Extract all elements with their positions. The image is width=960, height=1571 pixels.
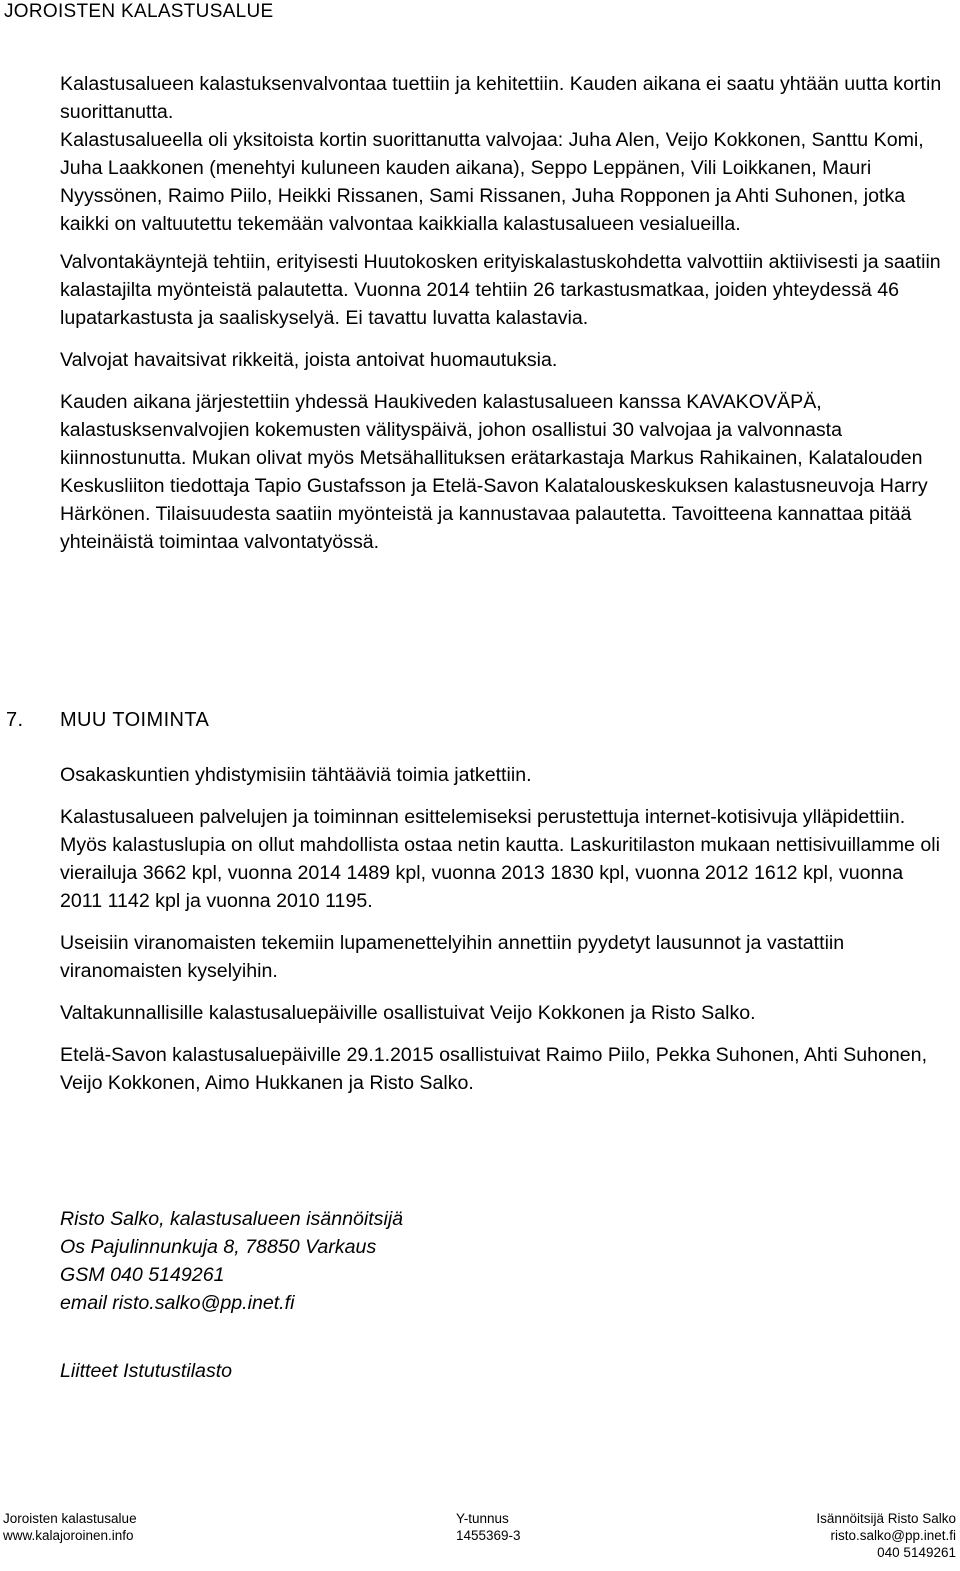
footer-middle — [456, 1510, 521, 1544]
footer-phone: 040 5149261 — [877, 1545, 956, 1560]
paragraph-supervision-intro: Kalastusalueen kalastuksenvalvontaa tuettiin ja kehitettiin. Kauden aikana ei saatu yhtään uutta kortin suorittanutta. — [60, 73, 942, 123]
footer-business-id-label: Y-tunnus — [456, 1511, 509, 1526]
footer-left — [3, 1510, 137, 1544]
body-section-7 — [60, 761, 950, 1097]
paragraph-regional-days: Etelä-Savon kalastusaluepäiville 29.1.2015 osallistuivat Raimo Piilo, Pekka Suhonen, Ahti Suhonen, Veijo Kokkonen, Aimo Hukkanen ja Risto Salko. — [60, 1044, 928, 1094]
signature-phone: GSM 040 5149261 — [60, 1264, 225, 1286]
footer-website: www.kalajoroinen.info — [3, 1528, 134, 1543]
paragraph-event: Kauden aikana järjestettiin yhdessä Haukiveden kalastusalueen kanssa KAVAKOVÄPÄ, kalastusksenvalvojien kokemusten välityspäivä, johon osallistui 30 valvojaa ja valvonnasta kiinnostunutta. Mukan olivat myös Metsähallituksen erätarkastaja Markus Rahikainen, Kalatalouden Keskusliiton tiedottaja Tapio Gustafsson ja Etelä-Savon Kalatalouskeskuksen kalastusneuvoja Harry Härkönen. Tilaisuudesta saatiin myönteistä ja kannustavaa palautetta. Tavoitteena kannattaa pitää yhteinäistä toimintaa valvontatyössä. — [60, 391, 928, 553]
body-top — [60, 70, 950, 556]
paragraph-supervisors: Kalastusalueella oli yksitoista kortin suorittanutta valvojaa: Juha Alen, Veijo Kokkonen, Santtu Komi, Juha Laakkonen (menehtyi kuluneen kauden aikana), Seppo Leppänen, Vili Loikkanen, Mauri Nyyssönen, Raimo Piilo, Heikki Rissanen, Sami Rissanen, Juha Ropponen ja Ahti Suhonen, jotka kaikki on valtuutettu tekemään valvontaa kaikkialla kalastusalueen vesialueilla. — [60, 129, 924, 235]
paragraph-national-days: Valtakunnallisille kalastusaluepäiville osallistuivat Veijo Kokkonen ja Risto Salko. — [60, 1002, 756, 1024]
paragraph-violations: Valvojat havaitsivat rikkeitä, joista antoivat huomautuksia. — [60, 349, 558, 371]
paragraph-merger: Osakaskuntien yhdistymisiin tähtääviä toimia jatkettiin. — [60, 764, 532, 786]
signature-address: Os Pajulinnunkuja 8, 78850 Varkaus — [60, 1236, 377, 1258]
footer-org-name: Joroisten kalastusalue — [3, 1511, 137, 1526]
paragraph-statements: Useisiin viranomaisten tekemiin lupamenettelyihin annettiin pyydetyt lausunnot ja vastattiin viranomaisten kyselyihin. — [60, 932, 845, 982]
header-title: JOROISTEN KALASTUSALUE — [4, 1, 274, 22]
signature-name: Risto Salko, kalastusalueen isännöitsijä — [60, 1208, 404, 1230]
footer-business-id: 1455369-3 — [456, 1528, 521, 1543]
footer-right — [816, 1510, 956, 1561]
footer-email: risto.salko@pp.inet.fi — [830, 1528, 956, 1543]
paragraph-website: Kalastusalueen palvelujen ja toiminnan esittelemiseksi perustettuja internet-kotisivuja ylläpidettiin. Myös kalastuslupia on ollut mahdollista ostaa netin kautta. Laskuritilaston mukaan nettisivuillamme oli vierailuja 3662 kpl, vuonna 2014 1489 kpl, vuonna 2013 1830 kpl, vuonna 2012 1612 kpl, vuonna 2011 1142 kpl ja vuonna 2010 1195. — [60, 806, 940, 912]
attachments-line: Liitteet Istutustilasto — [60, 1360, 233, 1382]
signature-email: email risto.salko@pp.inet.fi — [60, 1292, 295, 1314]
page-footer — [0, 1506, 960, 1571]
section-number: 7. — [6, 709, 24, 731]
section-title: MUU TOIMINTA — [60, 709, 210, 731]
paragraph-inspections: Valvontakäyntejä tehtiin, erityisesti Huutokosken erityiskalastuskohdetta valvottiin aktiivisesti ja saatiin kalastajilta myönteistä palautetta. Vuonna 2014 tehtiin 26 tarkastusmatkaa, joiden yhteydessä 46 lupatarkastusta ja saaliskyselyä. Ei tavattu luvatta kalastavia. — [60, 251, 941, 329]
signature-block — [60, 1205, 660, 1317]
page-header — [0, 0, 960, 24]
footer-manager: Isännöitsijä Risto Salko — [816, 1511, 956, 1526]
